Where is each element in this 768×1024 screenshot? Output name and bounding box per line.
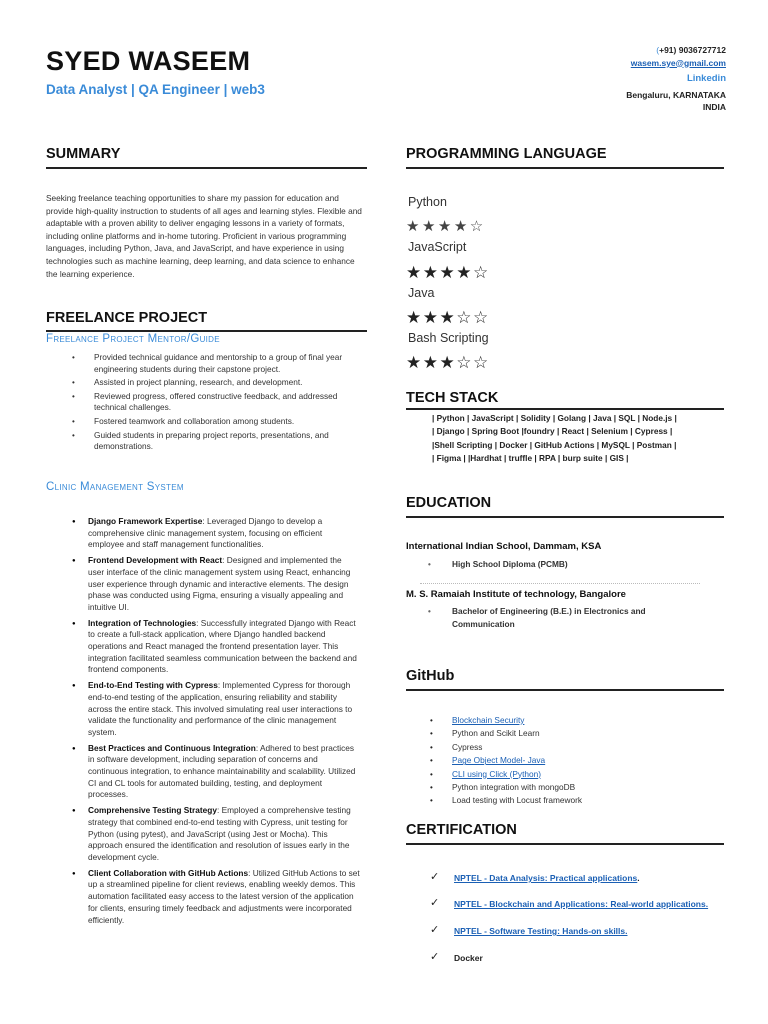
phone-number: (+91) 9036727712 [656, 45, 726, 55]
github-list [452, 714, 742, 808]
certification-link[interactable]: NPTEL - Blockchain and Applications: Real-world applications. [454, 899, 709, 909]
check-icon: ✓ [430, 924, 440, 936]
rating-stars-icon: ★★★☆☆ [406, 308, 490, 327]
rating-stars-icon: ★★★☆☆ [406, 353, 490, 372]
education-school: International Indian School, Dammam, KSA [406, 541, 602, 552]
language-java: Java [408, 286, 435, 300]
freelance-rule [46, 330, 367, 332]
certification-link[interactable]: NPTEL - Data Analysis: Practical applications [454, 873, 638, 883]
education-heading: EDUCATION [406, 495, 492, 511]
summary-rule [46, 167, 367, 169]
clinic-subheading: Clinic Management System [46, 481, 184, 493]
list-item: • Python integration with mongoDB [452, 781, 742, 794]
github-rule [406, 689, 724, 691]
languages-rule [406, 167, 724, 169]
list-item: ● Client Collaboration with GitHub Actions: Utilized GitHub Actions to set up a streamlined pipeline for client reviews, enabling weekly demos. This automation facilitated easy access to the latest version of the application for clients, ensuring timely feedback and adjustments were incorporated efficiently. [88, 868, 360, 927]
clinic-list [88, 516, 360, 930]
language-javascript: JavaScript [408, 240, 467, 254]
check-icon: ✓ [430, 951, 440, 963]
languages-heading: PROGRAMMING LANGUAGE [406, 146, 607, 162]
github-repo-link[interactable]: • Blockchain Security [452, 714, 742, 727]
rating-stars-icon: ★★★★☆ [406, 218, 486, 235]
email-link[interactable]: wasem.sye@gmail.com [630, 57, 726, 68]
list-item: • Cypress [452, 741, 742, 754]
tech-line: | Python | JavaScript | Solidity | Golang | Java | SQL | Node.js | [432, 413, 677, 423]
linkedin-link[interactable]: Linkedin [686, 73, 726, 84]
summary-text: Seeking freelance teaching opportunities to share my passion for education and provide high-quality instruction to students of all ages and learning styles. Flexible and adaptable with a proven ability to deliver engaging lessons in a variety of formats, including online platforms and in-home tutoring. Proficient in various programming languages, including Python, Java, and JavaScript, and have experience in using technologies such as machine learning, deep learning, and data science to enhance the learning experience. [46, 193, 362, 279]
contact-block [626, 44, 726, 114]
list-item: ● End-to-End Testing with Cypress: Implemented Cypress for thorough end-to-end testing of the application, ensuring reliability and stability across the entire stack. This involved simulating real user interactions to validate the functionality and performance of the clinic management system. [88, 680, 360, 739]
location-line-2: INDIA [702, 102, 726, 112]
language-python: Python [408, 195, 447, 209]
list-item: ● Integration of Technologies: Successfully integrated Django with React to create a full-stack application, where Django handled backend operations and React managed the frontend presentation layer. This integration facilitated seamless communication between the backend and frontend components. [88, 618, 360, 677]
list-item: • Load testing with Locust framework [452, 794, 742, 807]
list-item: ● Comprehensive Testing Strategy: Employed a comprehensive testing strategy that combined end-to-end testing with Cypress, unit testing for Python (using pytest), and JavaScript (using Jest or Mocha). This approach ensured the identification and resolution of issues early in the development cycle. [88, 805, 360, 864]
github-repo-link[interactable]: • Page Object Model- Java [452, 754, 742, 767]
education-school: M. S. Ramaiah Institute of technology, Bangalore [406, 589, 626, 600]
certification-name: Docker [454, 953, 483, 963]
rating-stars-icon: ★★★★☆ [406, 263, 490, 282]
list-item: • Python and Scikit Learn [452, 727, 742, 740]
list-item: • Provided technical guidance and mentorship to a group of final year engineering students during their capstone project. [94, 352, 364, 375]
list-item: • Assisted in project planning, research, and development. [94, 377, 364, 389]
certification-rule [406, 843, 724, 845]
location-line-1: Bengaluru, KARNATAKA [626, 89, 726, 100]
tech-line: | Figma | |Hardhat | truffle | RPA | burp suite | GIS | [432, 452, 629, 463]
check-icon: ✓ [430, 897, 440, 909]
list-item: • Fostered teamwork and collaboration among students. [94, 416, 364, 428]
education-rule [406, 516, 724, 518]
list-item: ● Frontend Development with React: Designed and implemented the user interface of the clinic management system using React, enhancing user experience through dynamic and interactive elements. The design phase was conducted using Figma, ensuring a visually appealing and intuitive UI. [88, 555, 360, 614]
mentor-subheading: Freelance Project Mentor/Guide [46, 333, 220, 345]
education-divider [420, 583, 700, 584]
candidate-tagline: Data Analyst | QA Engineer | web3 [46, 82, 265, 97]
tech-stack-list [432, 412, 732, 465]
tech-heading: TECH STACK [406, 390, 499, 406]
freelance-heading: FREELANCE PROJECT [46, 310, 208, 326]
list-item: ● Best Practices and Continuous Integration: Adhered to best practices in software development, including separation of concerns and continuous integration, to enhance maintainability and scalability. Utilized CI and CL tools for automated building, testing, and deployment processes. [88, 743, 360, 802]
language-bash: Bash Scripting [408, 331, 489, 345]
certification-link[interactable]: NPTEL - Software Testing: Hands-on skills. [454, 926, 628, 936]
list-item: • Guided students in preparing project reports, presentations, and demonstrations. [94, 430, 364, 453]
check-icon: ✓ [430, 871, 440, 883]
list-item: • Reviewed progress, offered constructive feedback, and addressed technical challenges. [94, 391, 364, 414]
tech-rule [406, 408, 724, 410]
mentor-list [94, 352, 364, 455]
summary-heading: SUMMARY [46, 146, 121, 162]
github-heading: GitHub [406, 668, 455, 684]
list-item: ● Django Framework Expertise: Leveraged Django to develop a comprehensive clinic management system, focusing on efficient employee and staff management functionalities. [88, 516, 360, 551]
github-repo-link[interactable]: • CLI using Click (Python) [452, 768, 742, 781]
tech-line: |Shell Scripting | Docker | GitHub Actions | MySQL | Postman | [432, 439, 677, 450]
education-degree: • High School Diploma (PCMB) [452, 558, 692, 571]
candidate-name: SYED WASEEM [46, 46, 251, 76]
certification-heading: CERTIFICATION [406, 822, 517, 838]
education-degree: • Bachelor of Engineering (B.E.) in Electronics and Communication [452, 605, 692, 631]
tech-line: | Django | Spring Boot |foundry | React | Selenium | Cypress | [432, 426, 673, 437]
